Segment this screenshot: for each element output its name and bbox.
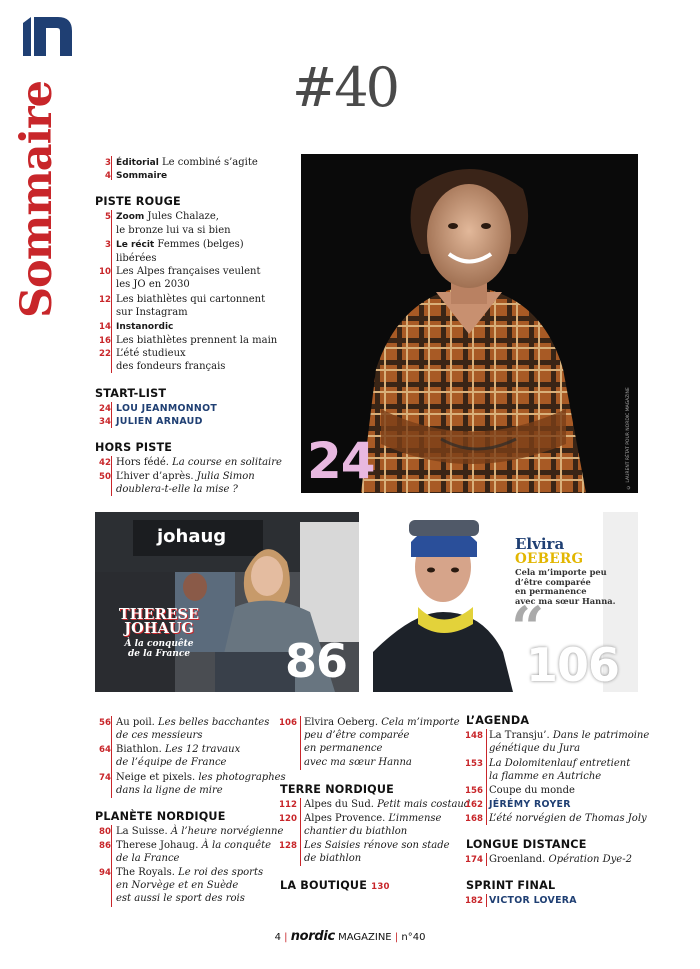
- page-number-badge: 86: [285, 634, 348, 688]
- feature-title: THERESE JOHAUG: [118, 606, 200, 637]
- feature-subtitle: À la conquête de la France: [124, 639, 194, 659]
- issue-number: #40: [292, 56, 397, 119]
- nordic-logo-icon: [23, 17, 72, 56]
- photo-credit: © LAURENT RÉTAT POUR NORDIC MAGAZINE: [626, 387, 631, 489]
- cover-photo-portrait[interactable]: [301, 154, 638, 493]
- section-title: HORS PISTE: [95, 441, 173, 454]
- store-sign: johaug: [157, 526, 227, 547]
- athlete-last-name: OEBERG: [515, 551, 584, 567]
- section-title: SPRINT FINAL: [466, 879, 556, 892]
- section-title: PLANÈTE NORDIQUE: [95, 810, 226, 823]
- page-number-badge: 24: [307, 432, 375, 490]
- page-title: Sommaire: [12, 81, 62, 318]
- footer-brand: nordic: [290, 929, 335, 944]
- cover-photo-johaug[interactable]: [95, 512, 359, 692]
- quote-mark-icon: “: [511, 594, 545, 662]
- section-title: TERRE NORDIQUE: [280, 783, 395, 796]
- section-title: LONGUE DISTANCE: [466, 838, 587, 851]
- cover-photo-oeberg[interactable]: [373, 512, 638, 692]
- athlete-quote: Cela m’importe peu d’être comparée en permanence avec ma sœur Hanna.: [515, 567, 616, 606]
- page-footer: 4 | nordic MAGAZINE | n°40: [274, 929, 426, 944]
- athlete-first-name: Elvira: [515, 535, 565, 553]
- boutique-link[interactable]: LA BOUTIQUE 130: [280, 879, 390, 892]
- section-title: START-LIST: [95, 387, 167, 400]
- page-number-badge: 106: [526, 638, 620, 692]
- section-title: L’AGENDA: [466, 714, 530, 727]
- section-title: PISTE ROUGE: [95, 195, 181, 208]
